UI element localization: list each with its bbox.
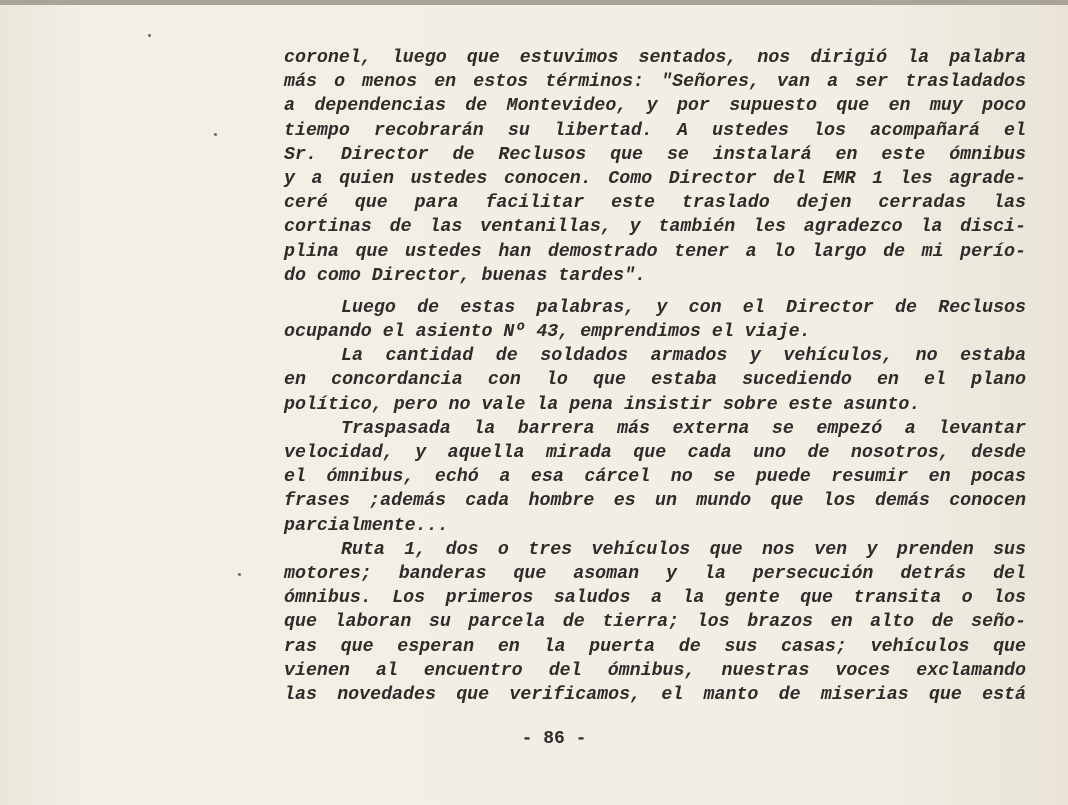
paragraph-gap: [284, 288, 1026, 296]
text-line: las novedades que verificamos, el manto de miserias que está: [284, 684, 1026, 705]
text-line: ras que esperan en la puerta de sus casas; vehículos que: [284, 636, 1026, 657]
text-line: Ruta 1, dos o tres vehículos que nos ven y prenden sus: [341, 539, 1026, 560]
text-line: Sr. Director de Reclusos que se instalará en este ómnibus: [284, 144, 1026, 165]
text-line: tiempo recobrarán su libertad. A ustedes los acompañará el: [284, 120, 1026, 141]
text-line: ocupando el asiento Nº 43, emprendimos el viaje.: [284, 322, 811, 343]
page-number: - 86 -: [521, 729, 587, 749]
text-line: do como Director, buenas tardes".: [284, 265, 647, 286]
text-line: más o menos en estos términos: "Señores, van a ser trasladados: [284, 72, 1026, 93]
page-top-edge: [0, 0, 1068, 5]
text-line: coronel, luego que estuvimos sentados, nos dirigió la palabra: [284, 48, 1026, 68]
text-line: Traspasada la barrera más externa se empezó a levantar: [341, 418, 1026, 439]
paper-speck: [148, 34, 151, 37]
text-line: motores; banderas que asoman y la persecución detrás del: [284, 563, 1026, 584]
text-line: a dependencias de Montevideo, y por supuesto que en muy poco: [284, 96, 1026, 117]
text-line: frases ;además cada hombre es un mundo que los demás conocen: [284, 491, 1026, 512]
text-line: y a quien ustedes conocen. Como Director del EMR 1 les agrade-: [284, 168, 1026, 189]
text-line: Luego de estas palabras, y con el Director de Reclusos: [341, 297, 1026, 318]
text-line: ómnibus. Los primeros saludos a la gente que transita o los: [284, 588, 1026, 609]
text-line: La cantidad de soldados armados y vehículos, no estaba: [341, 346, 1026, 367]
text-line: vienen al encuentro del ómnibus, nuestras voces exclamando: [284, 660, 1026, 681]
text-line: el ómnibus, echó a esa cárcel no se puede resumir en pocas: [284, 467, 1026, 488]
text-line: velocidad, y aquella mirada que cada uno de nosotros, desde: [284, 443, 1026, 463]
text-line: que laboran su parcela de tierra; los brazos en alto de seño-: [284, 612, 1026, 633]
text-line: político, pero no vale la pena insistir sobre este asunto.: [284, 394, 921, 415]
text-line: cortinas de las ventanillas, y también les agradezco la disci-: [284, 217, 1026, 238]
text-line: parcialmente...: [284, 515, 449, 536]
text-line: ceré que para facilitar este traslado dejen cerradas las: [284, 193, 1026, 214]
text-line: en concordancia con lo que estaba sucediendo en el plano: [284, 370, 1026, 391]
text-line: plina que ustedes han demostrado tener a lo largo de mi perío-: [284, 241, 1026, 262]
body-text: [284, 46, 1026, 707]
paper-speck: [214, 133, 217, 136]
paper-speck: [238, 573, 241, 576]
